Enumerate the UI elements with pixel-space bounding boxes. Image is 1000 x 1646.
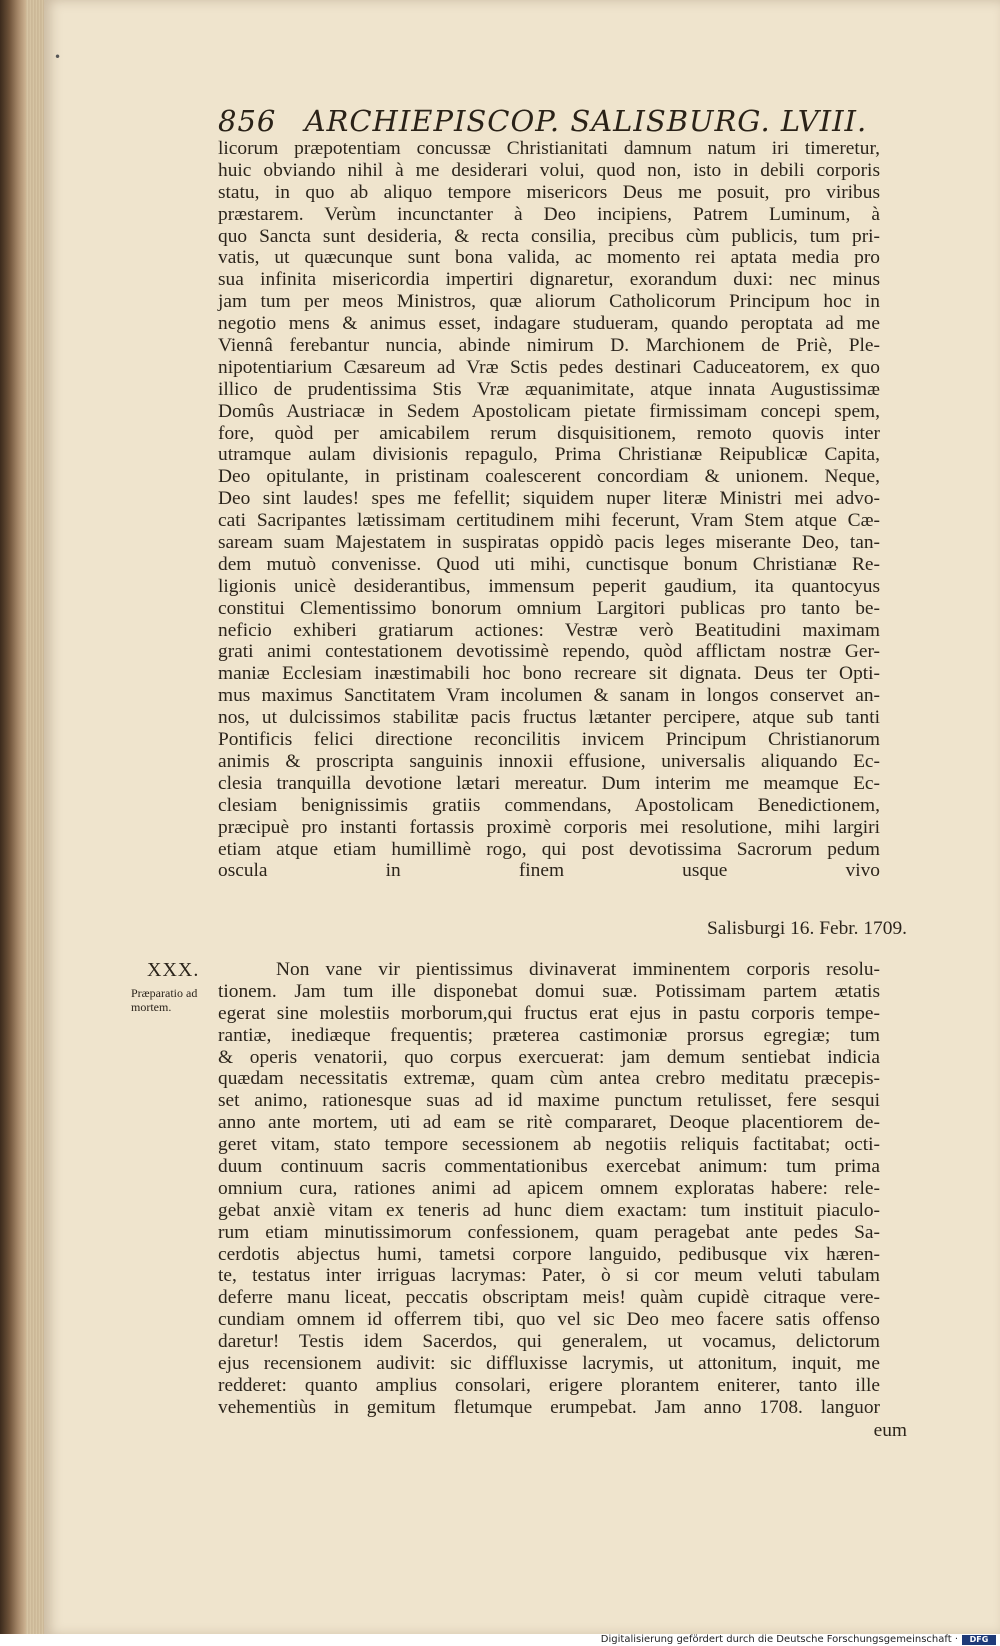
- text-line: grati animi contestationem devotissimè rependo, quòd afflictam nostræ Ger-: [218, 641, 880, 663]
- text-line: animis & proscripta sanguinis innoxii effusione, universalis aliquando Ec-: [218, 750, 880, 772]
- text-line: deferre manu liceat, peccatis obscriptam meis! quàm cupidè citraque vere-: [218, 1287, 880, 1309]
- text-line: nipotentiarium Cæsareum ad Vræ Sctis pedes destinari Caduceatorem, ex quo: [218, 356, 880, 378]
- text-line: Deo opitulante, in pristinam coalescerent concordiam & unionem. Neque,: [218, 466, 880, 488]
- text-line: rum etiam minutissimorum confessionem, quam peragebat ante pedes Sa-: [218, 1221, 880, 1243]
- text-line: mus maximus Sanctitatem Vram incolumen & sanam in longos conservet an-: [218, 685, 880, 707]
- running-header: [218, 104, 868, 138]
- section-text: [218, 959, 880, 1419]
- text-line: etiam atque etiam humillimè rogo, qui post devotissima Sacrorum pedum: [218, 838, 880, 860]
- text-line: huic obviando nihil à me desiderari volui, quod non, isto in debili corporis: [218, 159, 880, 181]
- text-line: set animo, rationesque suas ad id maxime punctum retulisset, fere sesqui: [218, 1090, 880, 1112]
- text-line: præcipuè pro instanti fortassis proximè corporis mei resolutione, mihi largiri: [218, 816, 880, 838]
- text-line: Domûs Austriacæ in Sedem Apostolicam pietate firmissimam concepi spem,: [218, 400, 880, 422]
- letter-signature: Salisburgi 16. Febr. 1709.: [706, 918, 907, 939]
- marginal-note-line: Præparatio ad: [131, 986, 198, 1000]
- text-line: licorum præpotentiam concussæ Christianitati damnum natum iri timeretur,: [218, 138, 880, 159]
- text-line: tionem. Jam tum ille disponebat domui suæ. Potissimam partem ætatis: [218, 980, 880, 1002]
- running-title: ARCHIEPISCOP. SALISBURG. LVIII.: [304, 104, 868, 138]
- digitization-footer: [0, 1634, 1000, 1646]
- text-line: oscula in finem usque vivo: [218, 860, 880, 882]
- text-line: duum continuum sacris commentationibus exercebat animum: tum prima: [218, 1156, 880, 1178]
- text-line: clesiam benignissimis gratiis commendans, Apostolicam Benedictionem,: [218, 794, 880, 816]
- text-line: quædam necessitatis extremæ, quam cùm antea crebro meditatu præcepis-: [218, 1068, 880, 1090]
- text-line: illico de prudentissima Stis Vræ æquanimitate, atque innata Augustissimæ: [218, 378, 880, 400]
- stain-mark: •: [54, 50, 62, 64]
- text-line: anno ante mortem, uti ad eam se ritè compararet, Deoque placentiorem de-: [218, 1112, 880, 1134]
- marginal-note-line: mortem.: [131, 1000, 172, 1014]
- text-line: neficio exhiberi gratiarum actiones: Vestræ verò Beatitudini maximam: [218, 619, 880, 641]
- text-line: cati Sacripantes lætissimam certitudinem mihi fecerunt, Vram Stem atque Cæ-: [218, 510, 880, 532]
- text-line: rantiæ, inediæque frequentis; præterea castimoniæ prorsus egregiæ; tum: [218, 1024, 880, 1046]
- text-line: ligionis unicè desiderantibus, immensum peperit gaudium, ita quantocyus: [218, 575, 880, 597]
- dfg-logo: DFG: [962, 1635, 996, 1645]
- marginal-note: [131, 986, 221, 1014]
- text-line: utramque aulam divisionis repagulo, Prima Christianæ Reipublicæ Capita,: [218, 444, 880, 466]
- text-line: gebat anxiè vitam ex teneris ad hunc diem exactam: tum instituit piaculo-: [218, 1199, 880, 1221]
- text-line: jam tum per meos Ministros, quæ aliorum Catholicorum Principum hoc in: [218, 291, 880, 313]
- text-line: geret vitam, stato tempore secessionem ab negotiis reliquis factitabat; octi-: [218, 1134, 880, 1156]
- page-number: 856: [218, 104, 277, 138]
- page-edges: [26, 0, 44, 1646]
- catchword: eum: [873, 1420, 907, 1441]
- text-line: redderet: quanto amplius consolari, erigere plorantem eniterer, tanto ille: [218, 1374, 880, 1396]
- letter-text: [218, 138, 880, 882]
- text-line: & operis venatorii, quo corpus exercuerat: jam demum sentiebat indicia: [218, 1046, 880, 1068]
- text-line: Non vane vir pientissimus divinaverat imminentem corporis resolu-: [276, 959, 880, 980]
- text-line: statu, in quo ab aliquo tempore misericors Deus me posuit, pro viribus: [218, 181, 880, 203]
- text-line: clesia tranquilla devotione lætari mereatur. Dum interim me meamque Ec-: [218, 772, 880, 794]
- text-line: quo Sancta sunt desideria, & recta consilia, precibus cùm publicis, tum pri-: [218, 225, 880, 247]
- text-line: cerdotis abjectus humi, tametsi corpore languido, pedibusque vix hæren-: [218, 1243, 880, 1265]
- text-line: maniæ Ecclesiam inæstimabili hoc bono recreare sit dignata. Deus ter Opti-: [218, 663, 880, 685]
- footer-credit: Digitalisierung gefördert durch die Deutsche Forschungsgemeinschaft ·: [600, 1634, 958, 1645]
- text-line: vatis, ut quæcunque sunt bona valida, ac momento rei aptata media pro: [218, 247, 880, 269]
- text-line: præstarem. Verùm incunctanter à Deo incipiens, Patrem Luminum, à: [218, 203, 880, 225]
- text-line: Viennâ ferebantur nuncia, abinde nimirum D. Marchionem de Priè, Ple-: [218, 335, 880, 357]
- text-line: te, testatus inter irriguas lacrymas: Pater, ò si cor meum veluti tabulam: [218, 1265, 880, 1287]
- text-line: sua infinita misericordia impertiri dignaretur, exorandum duxi: nec minus: [218, 269, 880, 291]
- text-line: omnium cura, rationes animi ad apicem omnem exploratas habere: rele-: [218, 1177, 880, 1199]
- text-line: cundiam omnem id offerrem tibi, quo vel sic Deo meo facere satis offenso: [218, 1309, 880, 1331]
- text-line: nos, ut dulcissimos stabilitæ pacis fructus lætanter percipere, atque sub tanti: [218, 707, 880, 729]
- text-line: vehementiùs in gemitum fletumque erumpebat. Jam anno 1708. languor: [218, 1396, 880, 1418]
- text-line: fore, quòd per amicabilem rerum disquisitionem, remoto quovis inter: [218, 422, 880, 444]
- text-line: egerat sine molestiis morborum,qui fructus erat ejus in pastu corporis tempe-: [218, 1002, 880, 1024]
- text-line: ejus recensionem audivit: sic diffluxisse lacrymis, ut attonitum, inquit, me: [218, 1353, 880, 1375]
- text-line: Deo sint laudes! spes me fefellit; siquidem nuper literæ Ministri mei advo-: [218, 488, 880, 510]
- text-line: Pontificis felici directione reconcilitis invicem Principum Christianorum: [218, 729, 880, 751]
- text-line: daretur! Testis idem Sacerdos, qui generalem, ut vocamus, delictorum: [218, 1331, 880, 1353]
- text-line: negotio mens & animus esset, indagare studueram, quando peroptata ad me: [218, 313, 880, 335]
- section-number: XXX.: [147, 959, 200, 981]
- text-line: constitui Clementissimo bonorum omnium Largitori publicas pro tanto be-: [218, 597, 880, 619]
- text-line: dem mutuò convenisse. Quod uti mihi, cunctisque bonum Christianæ Re-: [218, 553, 880, 575]
- text-line: saream suam Majestatem in suspiratas oppidò pacis leges miserante Deo, tan-: [218, 532, 880, 554]
- book-binding: [0, 0, 26, 1646]
